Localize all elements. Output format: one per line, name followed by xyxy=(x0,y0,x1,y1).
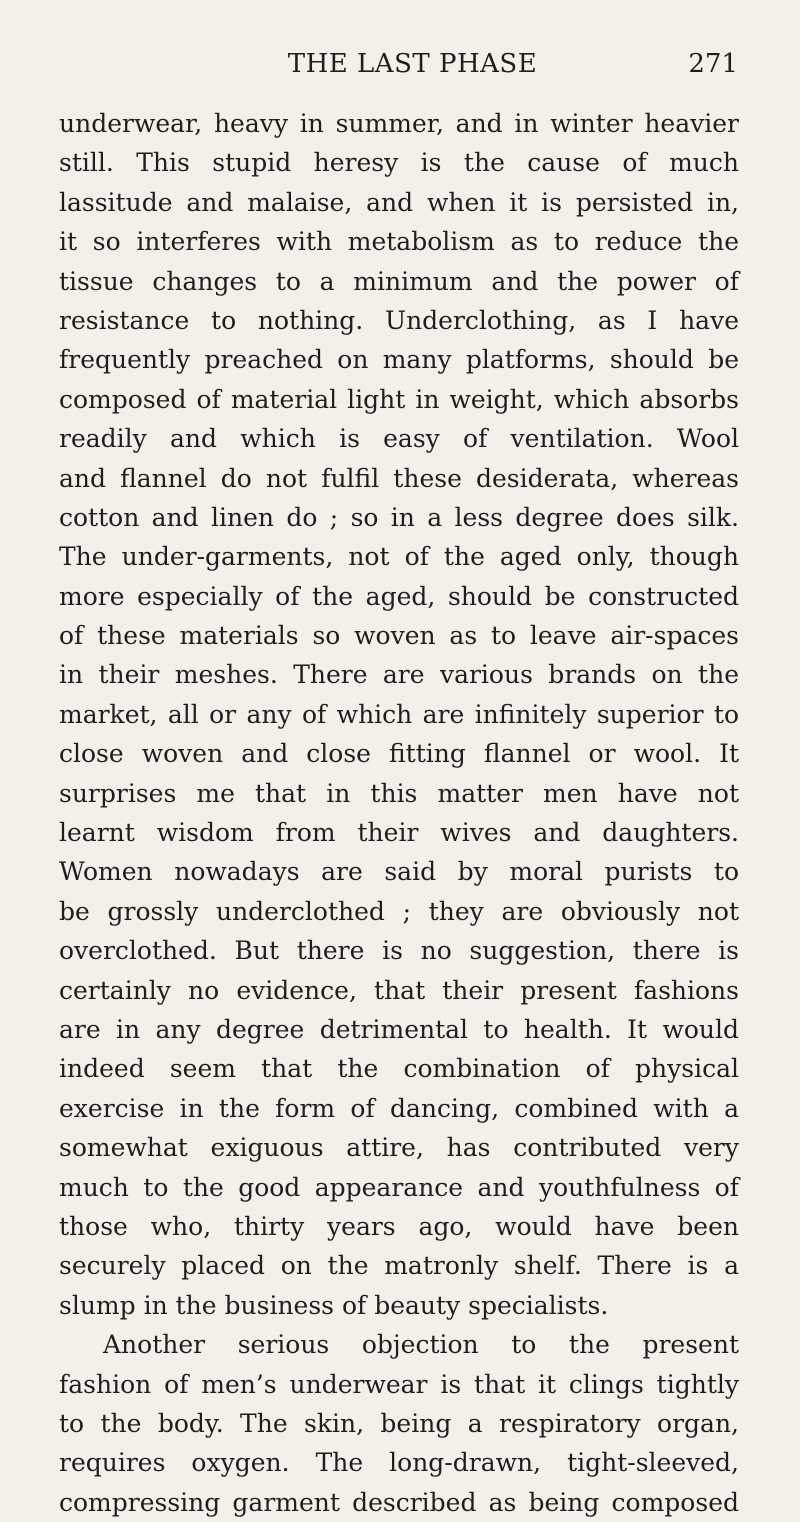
paragraph-1 xyxy=(59,104,739,1325)
text-line: more especially of the aged, should be constructed xyxy=(59,581,739,611)
text-line: slump in the business of beauty specialists. xyxy=(59,1290,609,1320)
text-line: Another serious objection to the present xyxy=(103,1330,739,1360)
text-line: tissue changes to a minimum and the power of xyxy=(59,266,739,296)
text-line: compressing garment described as being composed xyxy=(59,1487,739,1517)
text-line: surprises me that in this matter men have not xyxy=(59,778,739,808)
text-line: The under-garments, not of the aged only, though xyxy=(59,542,739,572)
text-line: in their meshes. There are various brands on the xyxy=(59,660,739,690)
text-line: overclothed. But there is no suggestion, there is xyxy=(59,936,739,966)
text-line: requires oxygen. The long-drawn, tight-sleeved, xyxy=(59,1448,739,1478)
text-line: securely placed on the matronly shelf. There is a xyxy=(59,1251,739,1281)
running-head xyxy=(87,44,738,84)
text-line: much to the good appearance and youthfulness of xyxy=(59,1172,739,1202)
body-text xyxy=(59,104,739,1522)
text-line: close woven and close fitting flannel or wool. It xyxy=(59,739,739,769)
text-line: those who, thirty years ago, would have been xyxy=(59,1211,739,1241)
running-title: THE LAST PHASE xyxy=(287,49,538,79)
text-line: lassitude and malaise, and when it is persisted in, xyxy=(59,187,739,217)
text-line: are in any degree detrimental to health. It would xyxy=(59,1014,739,1044)
text-line: learnt wisdom from their wives and daughters. xyxy=(59,818,739,848)
text-line: Women nowadays are said by moral purists to xyxy=(59,857,739,887)
text-line: readily and which is easy of ventilation. Wool xyxy=(59,424,739,454)
text-line: and flannel do not fulfil these desiderata, whereas xyxy=(59,463,739,493)
text-line: to the body. The skin, being a respiratory organ, xyxy=(59,1408,739,1438)
text-line: underwear, heavy in summer, and in winter heavier xyxy=(59,109,739,138)
text-line: it so interferes with metabolism as to reduce the xyxy=(59,227,739,257)
text-line: cotton and linen do ; so in a less degree does silk. xyxy=(59,502,739,532)
text-line: fashion of men’s underwear is that it clings tightly xyxy=(59,1369,739,1399)
text-line: be grossly underclothed ; they are obviously not xyxy=(59,896,739,926)
text-line: composed of material light in weight, which absorbs xyxy=(59,384,739,414)
text-line: of these materials so woven as to leave air-spaces xyxy=(59,621,739,651)
text-line: still. This stupid heresy is the cause of much xyxy=(59,148,739,178)
text-line: exercise in the form of dancing, combined with a xyxy=(59,1093,739,1123)
paragraph-2 xyxy=(59,1325,739,1522)
text-line: certainly no evidence, that their present fashions xyxy=(59,975,739,1005)
text-line: indeed seem that the combination of physical xyxy=(59,1054,739,1084)
text-line: frequently preached on many platforms, should be xyxy=(59,345,739,375)
text-line: somewhat exiguous attire, has contributed very xyxy=(59,1133,739,1163)
text-line: resistance to nothing. Underclothing, as I have xyxy=(59,305,739,335)
page-number: 271 xyxy=(688,49,738,79)
text-line: market, all or any of which are infinitely superior to xyxy=(59,699,739,729)
